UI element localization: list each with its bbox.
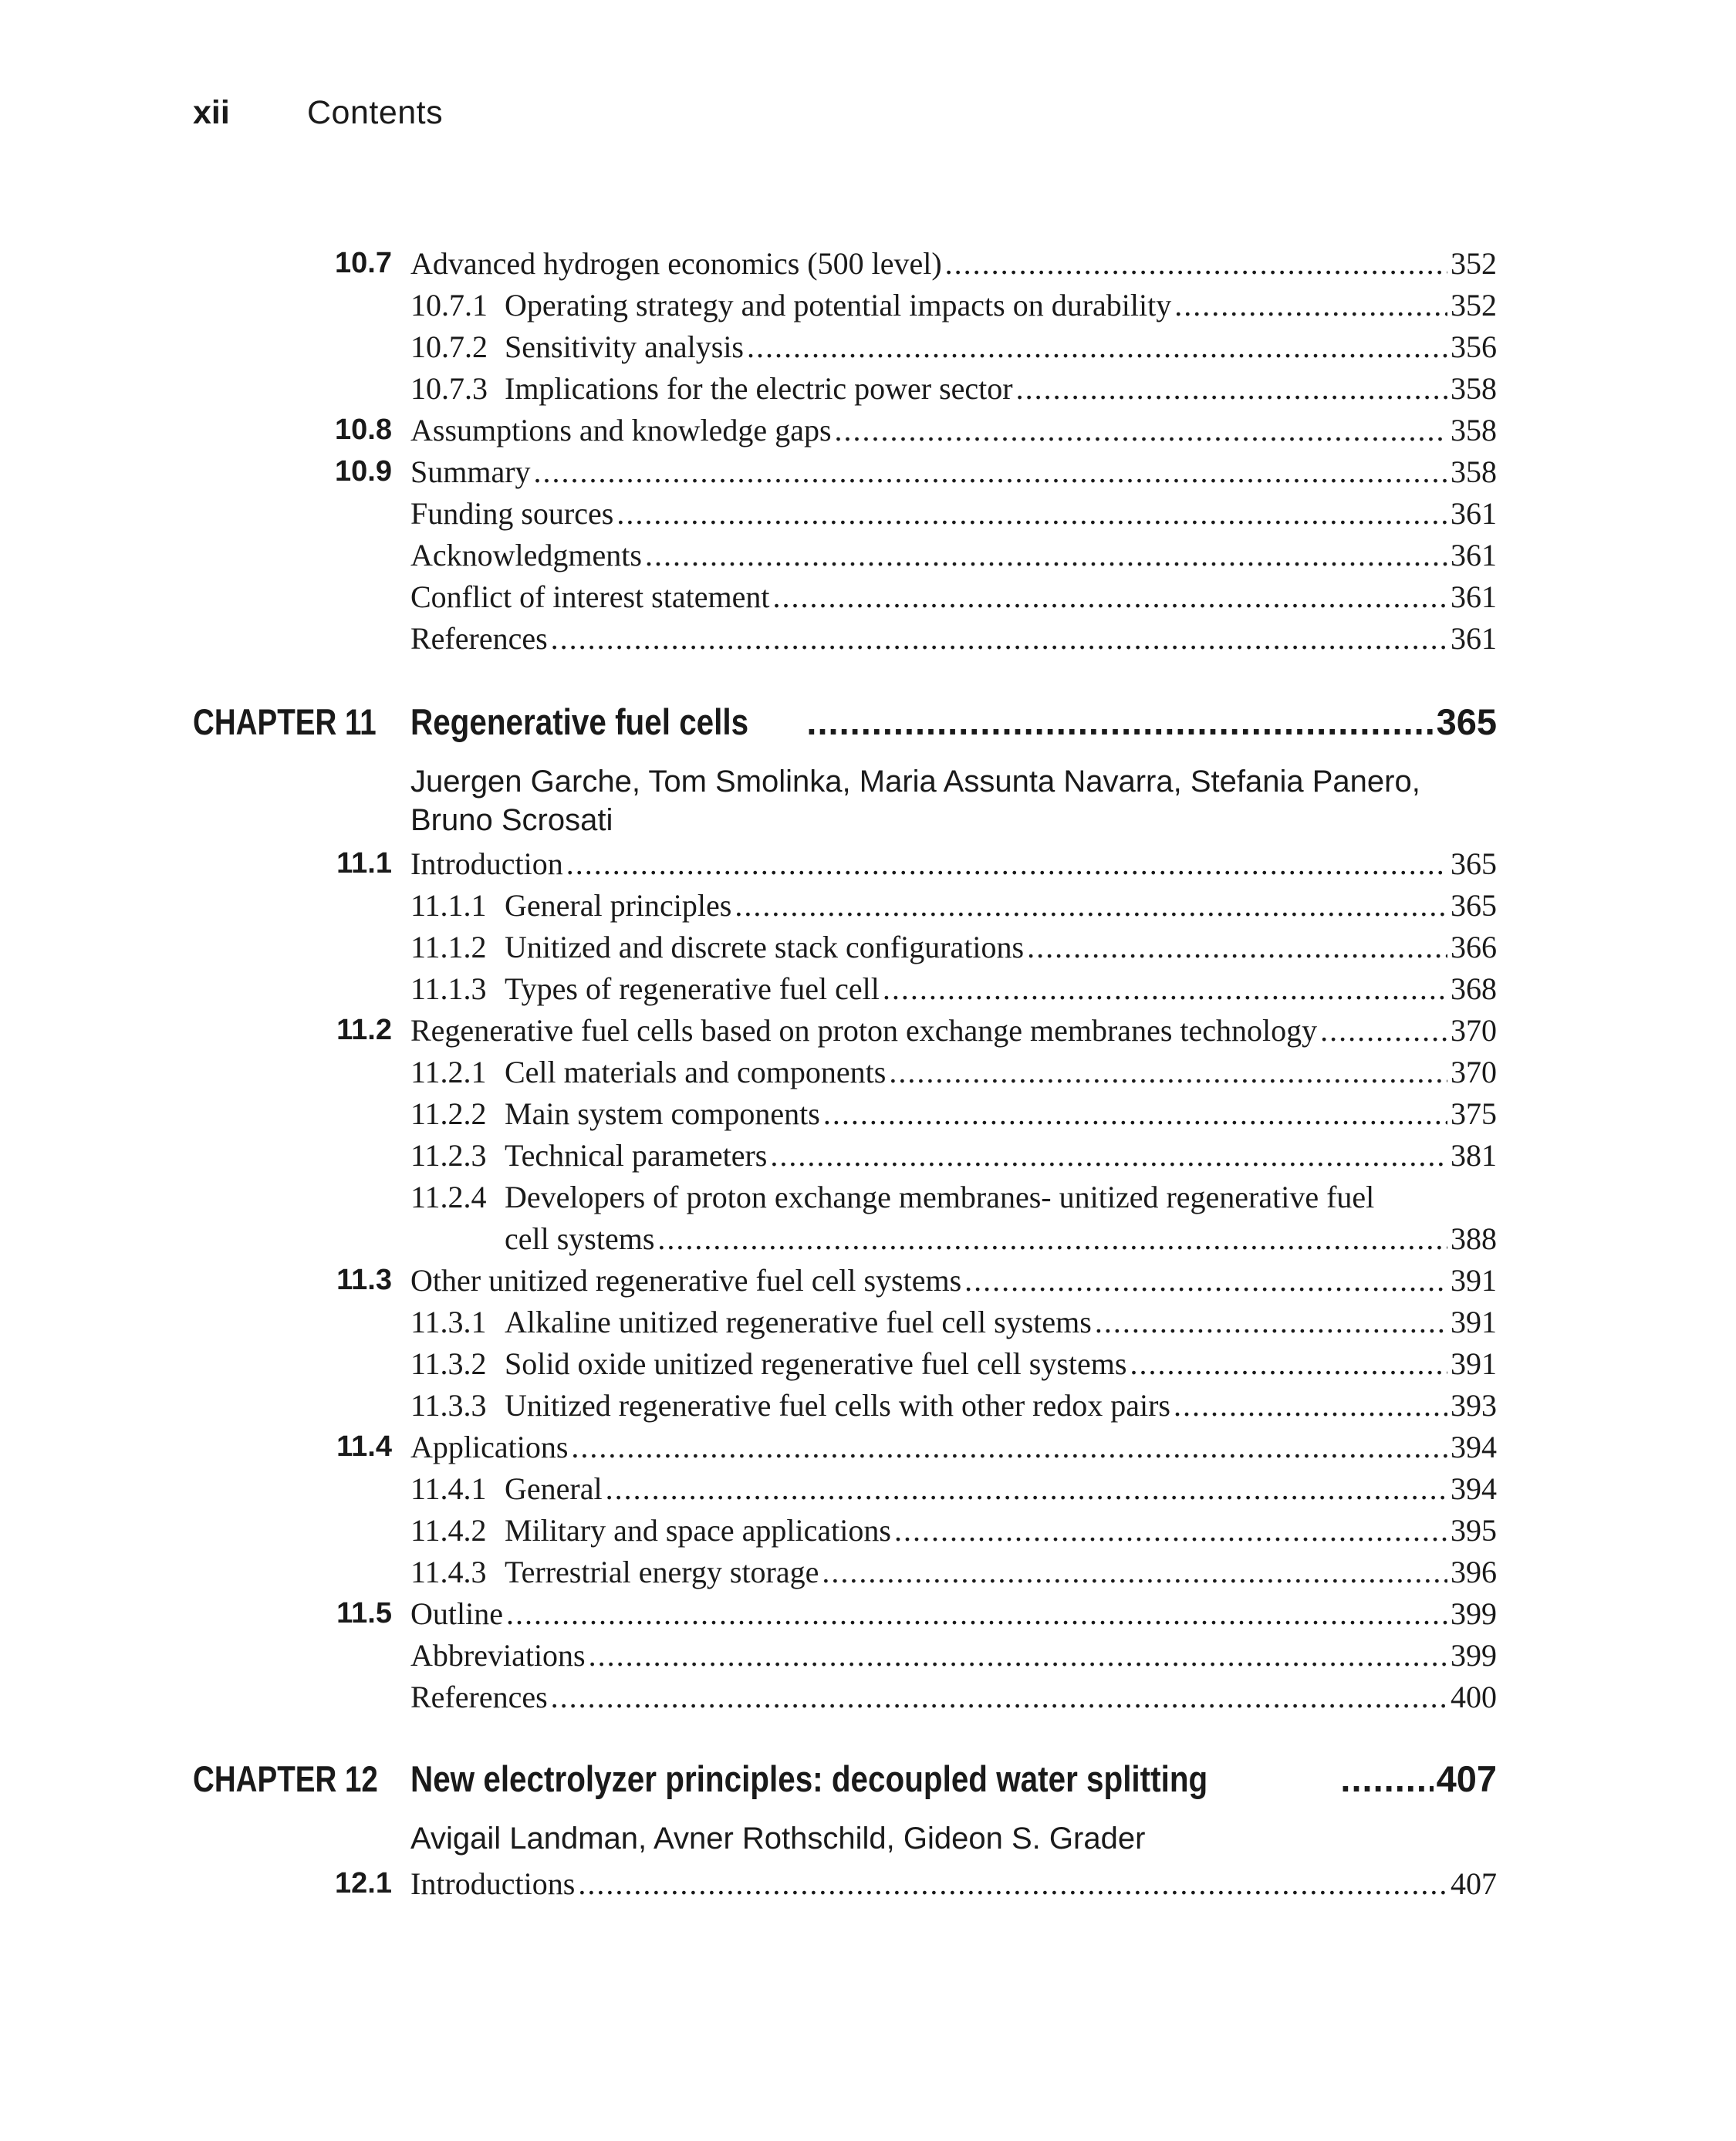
dot-leader [1016,370,1447,407]
page-ref: 394 [1451,1471,1497,1506]
chapter-heading-12[interactable] [193,1758,1497,1807]
section-title: Introduction [410,846,563,881]
subsection-number: 11.1.2 [410,930,487,964]
section-number: 10.7 [335,247,392,279]
dot-leader [889,1054,1447,1090]
dot-leader [883,971,1447,1007]
section-number: 11.3 [336,1264,392,1296]
dot-leader [645,537,1447,573]
toc-entry-11-2-3[interactable] [193,1137,1497,1179]
toc-entry-11-4[interactable] [193,1429,1497,1471]
dot-leader [551,620,1447,657]
toc-entry-10-7[interactable] [193,245,1497,287]
subsection-title: General principles [505,888,732,923]
section-title: Regenerative fuel cells based on proton exchange membranes technology [410,1013,1318,1048]
toc-entry-10-9[interactable] [193,454,1497,495]
subsection-number: 11.4.3 [410,1555,487,1589]
subsection-title: Sensitivity analysis [505,329,744,364]
page-ref: 352 [1451,288,1497,323]
entry-title: References [410,1680,548,1714]
toc-entry-11-2-2[interactable] [193,1096,1497,1137]
page-ref: 399 [1451,1638,1497,1673]
subsection-title-line1: Developers of proton exchange membranes- unitized regenerative fuel [505,1180,1375,1214]
toc-entry-11-3-3[interactable] [193,1387,1497,1429]
page-ref: 358 [1451,454,1497,489]
toc-entry-10-7-1[interactable] [193,287,1497,329]
section-number: 11.4 [336,1430,392,1463]
page-ref: 391 [1451,1305,1497,1339]
subsection-title: Alkaline unitized regenerative fuel cell systems [505,1305,1092,1339]
dot-leader [735,887,1447,924]
dot-leader [822,1554,1447,1590]
dot-leader [506,1596,1447,1632]
subsection-title: Main system components [505,1096,820,1131]
dot-leader [566,846,1447,882]
subsection-title: Operating strategy and potential impacts on durability [505,288,1172,323]
dot-leader [747,329,1447,365]
chapter-label: CHAPTER 12 [193,1758,378,1799]
toc-entry-conflict-of-interest[interactable] [193,579,1497,620]
page-number: xii [193,94,230,131]
toc-entry-11-2-4-continued[interactable] [193,1221,1497,1262]
section-number: 11.1 [336,847,392,880]
page-ref: 391 [1451,1263,1497,1298]
chapter-title: New electrolyzer principles: decoupled water splitting [410,1758,1208,1799]
toc-entry-10-8[interactable] [193,412,1497,454]
page-ref: 396 [1451,1555,1497,1589]
page-ref: 391 [1451,1346,1497,1381]
chapter-authors-12 [410,1819,1491,1858]
section-number: 11.5 [336,1597,392,1629]
page-ref: 400 [1451,1680,1497,1714]
subsection-title: Types of regenerative fuel cell [505,971,880,1006]
dot-leader [806,701,1433,743]
subsection-number: 11.3.2 [410,1346,487,1381]
toc-entry-references-11[interactable] [193,1679,1497,1721]
dot-leader [1027,929,1447,965]
toc-entry-11-4-3[interactable] [193,1554,1497,1596]
page-ref: 388 [1451,1221,1497,1256]
dot-leader [589,1637,1447,1673]
page-ref: 394 [1451,1430,1497,1464]
page-ref: 361 [1451,496,1497,531]
subsection-title: Unitized regenerative fuel cells with other redox pairs [505,1388,1170,1423]
page-ref: 375 [1451,1096,1497,1131]
subsection-title: Unitized and discrete stack configurations [505,930,1025,964]
toc-entry-11-2-1[interactable] [193,1054,1497,1096]
entry-title: Acknowledgments [410,538,642,572]
subsection-number: 11.3.1 [410,1305,487,1339]
running-title: Contents [307,94,444,131]
entry-title: References [410,621,548,656]
page-ref: 381 [1451,1138,1497,1173]
section-title: Outline [410,1596,503,1631]
toc-entry-12-1[interactable] [193,1866,1497,1907]
dot-leader [657,1221,1447,1257]
page-ref: 370 [1451,1013,1497,1048]
subsection-number: 11.3.3 [410,1388,487,1423]
page-ref: 407 [1451,1866,1497,1901]
page-ref: 356 [1451,329,1497,364]
subsection-number: 11.2.2 [410,1096,487,1131]
toc-entry-11-4-1[interactable] [193,1471,1497,1512]
page-ref: 365 [1451,846,1497,881]
subsection-title: Technical parameters [505,1138,768,1173]
chapter-authors-11 [410,762,1491,839]
subsection-title: Terrestrial energy storage [505,1555,819,1589]
subsection-title: Military and space applications [505,1513,891,1548]
section-title: Introductions [410,1866,576,1901]
dot-leader [823,1096,1447,1132]
dot-leader [606,1471,1447,1507]
page-ref: 352 [1451,246,1497,281]
toc-entry-10-7-2[interactable] [193,329,1497,370]
toc-entry-11-3-2[interactable] [193,1346,1497,1387]
toc-entry-11-3-1[interactable] [193,1304,1497,1346]
chapter-title: Regenerative fuel cells [410,701,749,742]
section-title: Summary [410,454,531,489]
toc-entry-11-1-3[interactable] [193,971,1497,1012]
page-ref: 368 [1451,971,1497,1006]
toc-entry-11-2-4[interactable] [193,1179,1497,1221]
section-number: 12.1 [335,1867,392,1900]
entry-title: Conflict of interest statement [410,579,770,614]
toc-entry-11-1-1[interactable] [193,887,1497,929]
page-ref: 358 [1451,371,1497,406]
dot-leader [1320,1012,1447,1049]
section-number: 10.8 [335,414,392,446]
page-ref: 393 [1451,1388,1497,1423]
page-ref: 358 [1451,413,1497,447]
toc-entry-11-3[interactable] [193,1262,1497,1304]
chapter-label: CHAPTER 11 [193,701,377,742]
dot-leader [1340,1758,1433,1800]
authors-line: Bruno Scrosati [410,803,613,837]
dot-leader [616,495,1447,532]
page-ref: 395 [1451,1513,1497,1548]
authors-line: Juergen Garche, Tom Smolinka, Maria Assunta Navarra, Stefania Panero, [410,765,1420,799]
subsection-title: Cell materials and components [505,1055,887,1089]
toc-entry-11-4-2[interactable] [193,1512,1497,1554]
subsection-number: 11.2.1 [410,1055,487,1089]
toc-entry-11-2[interactable] [193,1012,1497,1054]
subsection-number: 11.1.1 [410,888,487,923]
page-ref: 407 [1436,1758,1497,1799]
dot-leader [894,1512,1447,1548]
toc-entry-11-5[interactable] [193,1596,1497,1637]
dot-leader [964,1262,1447,1298]
dot-leader [772,579,1447,615]
page-ref: 365 [1451,888,1497,923]
page-ref: 370 [1451,1055,1497,1089]
chapter-heading-11[interactable] [193,701,1497,750]
subsection-title: Implications for the electric power sector [505,371,1013,406]
authors-line: Avigail Landman, Avner Rothschild, Gideon S. Grader [410,1822,1146,1856]
toc-entry-acknowledgments[interactable] [193,537,1497,579]
dot-leader [1095,1304,1447,1340]
page-ref: 366 [1451,930,1497,964]
dot-leader [534,454,1447,490]
entry-title: Abbreviations [410,1638,586,1673]
subsection-title: General [505,1471,603,1506]
subsection-number: 11.4.2 [410,1513,487,1548]
entry-title: Funding sources [410,496,614,531]
toc-entry-10-7-3[interactable] [193,370,1497,412]
subsection-number: 11.2.3 [410,1138,487,1173]
dot-leader [571,1429,1447,1465]
dot-leader [578,1866,1447,1902]
subsection-number: 11.1.3 [410,971,487,1006]
page-ref: 365 [1436,701,1497,742]
subsection-title: Solid oxide unitized regenerative fuel cell systems [505,1346,1127,1381]
page-ref: 361 [1451,579,1497,614]
toc-entry-abbreviations[interactable] [193,1637,1497,1679]
subsection-number: 11.4.1 [410,1471,487,1506]
toc-entry-11-1[interactable] [193,846,1497,887]
section-title: Advanced hydrogen economics (500 level) [410,246,942,281]
subsection-number: 10.7.2 [410,329,488,364]
dot-leader [770,1137,1447,1173]
section-title: Applications [410,1430,569,1464]
dot-leader [835,412,1447,448]
subsection-number: 10.7.1 [410,288,488,323]
toc-entry-references-10[interactable] [193,620,1497,662]
dot-leader [945,245,1447,282]
page-ref: 361 [1451,621,1497,656]
subsection-title-line2: cell systems [505,1221,655,1256]
dot-leader [1130,1346,1447,1382]
dot-leader [1174,287,1447,323]
subsection-number: 11.2.4 [410,1180,487,1214]
subsection-number: 10.7.3 [410,371,488,406]
section-number: 11.2 [336,1014,392,1046]
page-ref: 361 [1451,538,1497,572]
section-number: 10.9 [335,455,392,488]
page-ref: 399 [1451,1596,1497,1631]
toc-entry-11-1-2[interactable] [193,929,1497,971]
dot-leader [551,1679,1447,1715]
section-title: Assumptions and knowledge gaps [410,413,832,447]
section-title: Other unitized regenerative fuel cell systems [410,1263,962,1298]
toc-entry-funding-sources[interactable] [193,495,1497,537]
dot-leader [1174,1387,1447,1423]
running-head [193,94,443,140]
